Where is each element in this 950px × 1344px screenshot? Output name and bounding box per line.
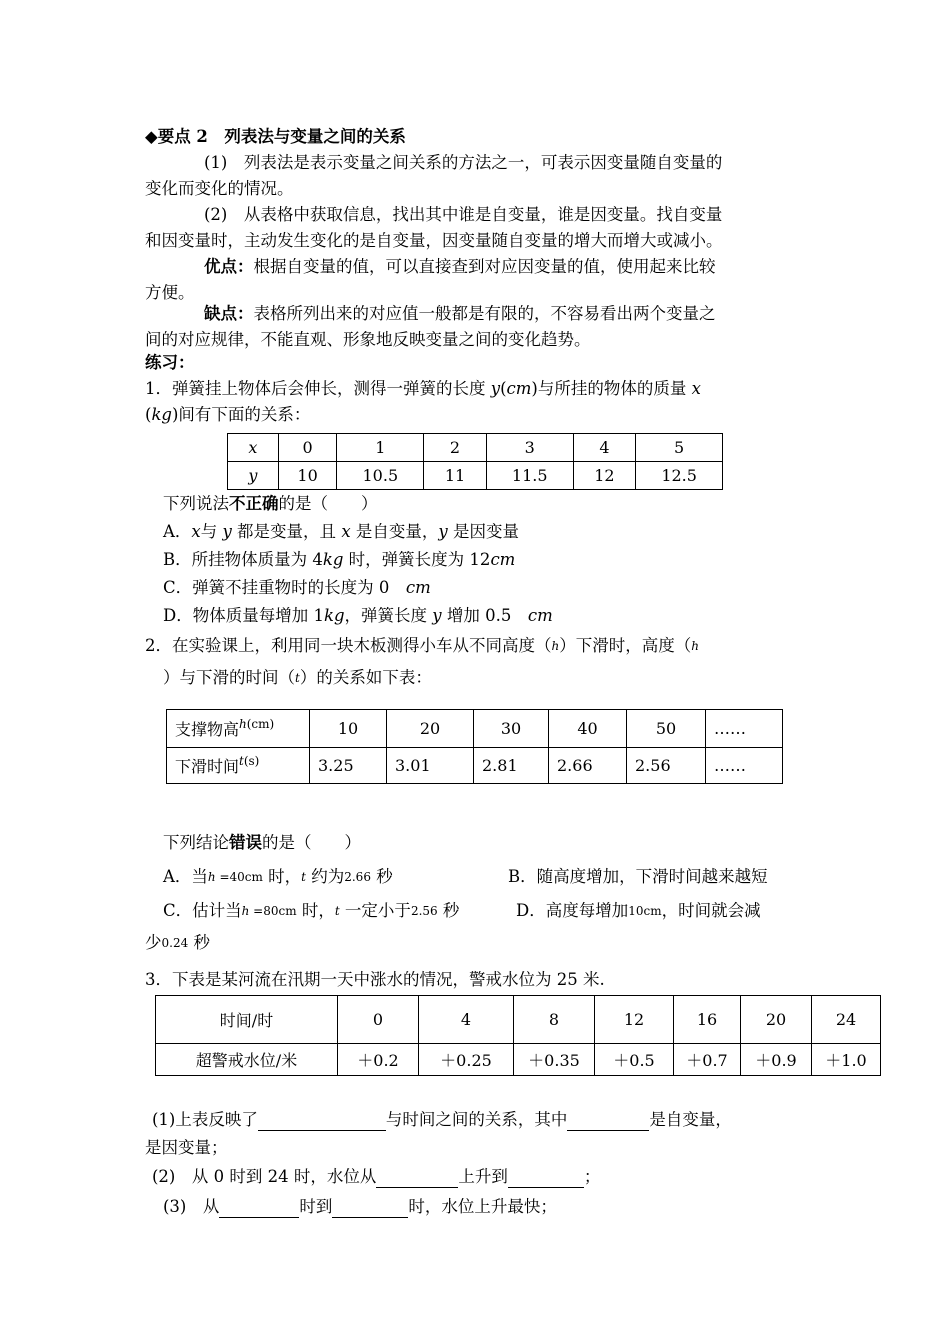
q2-row-label: 下滑时间$^{t(s)}$ <box>167 748 310 784</box>
q3-sub1-line-1: (1)上表反映了 与时间之间的关系，其中 是自变量， <box>152 1110 732 1129</box>
q3-cell: 0 <box>338 996 419 1044</box>
q3-cell: 12 <box>595 996 674 1044</box>
q3-cell: 16 <box>674 996 741 1044</box>
q3-cell: 8 <box>514 996 595 1044</box>
q1-cell: 4 <box>573 434 636 462</box>
q3-table <box>155 995 881 1076</box>
q1-stem-line-1 <box>145 378 701 400</box>
q1-cell: 1 <box>337 434 424 462</box>
q1-cell: 10.5 <box>337 462 424 490</box>
q3-cell: ＋0.25 <box>419 1044 514 1076</box>
q1-question <box>163 493 378 515</box>
q3-stem: 3．下表是某河流在汛期一天中涨水的情况，警戒水位为 25 米. <box>145 970 605 989</box>
q3-cell: ＋0.7 <box>674 1044 741 1076</box>
q1-cell: 2 <box>424 434 487 462</box>
answer-blank[interactable] <box>258 1112 386 1131</box>
q2-cell: 2.81 <box>474 748 549 784</box>
answer-blank[interactable] <box>376 1169 458 1188</box>
q3-cell: ＋0.9 <box>741 1044 812 1076</box>
q2-question: 下列结论错误的是（ ） <box>163 833 361 852</box>
q2-cell: 40 <box>549 710 627 748</box>
disadvantage-line-1 <box>204 303 716 325</box>
q3-table-row-time <box>156 996 881 1044</box>
q2-option-b[interactable]: B．随高度增加，下滑时间越来越短 <box>508 867 768 886</box>
q1-option-a[interactable]: A．x与 y 都是变量，且 x 是自变量，y 是因变量 <box>163 522 519 541</box>
q1-option-b[interactable]: B．所挂物体质量为 4kg 时，弹簧长度为 12cm <box>163 550 516 569</box>
q2-option-a[interactable]: A．当$^h$ $^{=40cm}$ 时，$^t$ 约为$^{2.66}$ 秒 <box>163 867 393 886</box>
q1-cell: 10 <box>278 462 337 490</box>
q1-unit-cm: cm <box>506 379 532 398</box>
q1-ask-post: 的是（ ） <box>278 494 378 513</box>
q1-cell: 12 <box>573 462 636 490</box>
q3-row-label: 超警戒水位/米 <box>156 1044 338 1076</box>
answer-blank[interactable] <box>219 1199 299 1218</box>
q2-cell: 50 <box>627 710 706 748</box>
paragraph-2-line-2: 和因变量时，主动发生变化的是自变量，因变量随自变量的增大而增大或减小。 <box>145 231 723 250</box>
q1-option-d[interactable]: D．物体质量每增加 1kg，弹簧长度 y 增加 0.5 cm <box>163 606 553 625</box>
q3-cell: ＋0.2 <box>338 1044 419 1076</box>
q3-cell: 20 <box>741 996 812 1044</box>
q2-cell: 3.01 <box>387 748 474 784</box>
q1-var-x: x <box>691 379 701 398</box>
q2-row-label: 支撑物高$^{h(cm)}$ <box>167 710 310 748</box>
q2-stem-line-1: 2．在实验课上，利用同一块木板测得小车从不同高度（$^h$）下滑时，高度（$^h$ <box>145 636 699 655</box>
paragraph-1-line-2: 变化而变化的情况。 <box>145 179 294 198</box>
q1-cell: 3 <box>486 434 573 462</box>
q2-cell: …… <box>706 710 783 748</box>
q3-sub2: (2) 从 0 时到 24 时，水位从 上升到 ； <box>152 1167 601 1186</box>
q1-ask-bold: 不正确 <box>229 494 279 513</box>
q2-cell: 2.66 <box>549 748 627 784</box>
q3-cell: ＋0.35 <box>514 1044 595 1076</box>
q3-cell: 24 <box>812 996 881 1044</box>
q1-ask-pre: 下列说法 <box>163 494 229 513</box>
q3-sub3: (3) 从 时到 时，水位上升最快； <box>163 1197 557 1216</box>
q1-cell: 11 <box>424 462 487 490</box>
q1-cell: 5 <box>636 434 723 462</box>
advantage-label: 优点： <box>204 257 254 276</box>
answer-blank[interactable] <box>567 1112 649 1131</box>
q1-paren: ( <box>500 379 507 398</box>
q2-cell: 10 <box>310 710 387 748</box>
q3-cell: ＋1.0 <box>812 1044 881 1076</box>
disadvantage-text: 表格所列出来的对应值一般都是有限的，不容易看出两个变量之 <box>253 304 716 323</box>
practice-heading: 练习： <box>145 353 195 372</box>
answer-blank[interactable] <box>332 1199 408 1218</box>
q1-unit-kg: kg <box>151 405 172 424</box>
advantage-line-2: 方便。 <box>145 283 195 302</box>
q2-option-c[interactable]: C．估计当$^h$ $^{=80cm}$ 时，$^t$ 一定小于$^{2.56}$ 秒 <box>163 901 460 920</box>
q1-option-c[interactable]: C．弹簧不挂重物时的长度为 0 cm <box>163 578 431 597</box>
advantage-line-1 <box>204 256 716 278</box>
section-title: ◆要点 2 列表法与变量之间的关系 <box>145 127 406 146</box>
q3-sub1-line-2: 是因变量； <box>145 1138 228 1157</box>
disadvantage-line-2: 间的对应规律，不能直观、形象地反映变量之间的变化趋势。 <box>145 330 591 349</box>
q1-table-row-y <box>228 462 723 490</box>
q1-paren-2: ( <box>145 405 152 424</box>
q2-table-row-time <box>167 748 783 784</box>
q1-stem-line-2 <box>145 404 310 426</box>
q1-stem-text-2: )与所挂的物体的质量 <box>531 379 692 398</box>
q1-cell: 11.5 <box>486 462 573 490</box>
answer-blank[interactable] <box>508 1169 584 1188</box>
q1-table <box>227 433 723 490</box>
q2-stem-line-2: ）与下滑的时间（$^t$）的关系如下表： <box>163 668 432 687</box>
q1-cell: 12.5 <box>636 462 723 490</box>
disadvantage-label: 缺点： <box>204 304 254 323</box>
q1-stem-text-3: )间有下面的关系： <box>172 405 311 424</box>
paragraph-2-line-1: (2) 从表格中获取信息，找出其中谁是自变量，谁是因变量。找自变量 <box>204 205 723 224</box>
q3-cell: ＋0.5 <box>595 1044 674 1076</box>
paragraph-1-line-1: (1) 列表法是表示变量之间关系的方法之一，可表示因变量随自变量的 <box>204 153 723 172</box>
q2-table <box>166 709 783 784</box>
q1-cell: 0 <box>278 434 337 462</box>
q1-cell: y <box>228 462 279 490</box>
q2-option-d-line-2: 少$^{0.24}$ 秒 <box>145 933 210 952</box>
q1-stem-text-1: 1．弹簧挂上物体后会伸长，测得一弹簧的长度 <box>145 379 491 398</box>
q2-table-row-height <box>167 710 783 748</box>
q2-cell: …… <box>706 748 783 784</box>
advantage-text: 根据自变量的值，可以直接查到对应因变量的值，使用起来比较 <box>253 257 716 276</box>
q3-cell: 4 <box>419 996 514 1044</box>
q1-cell: x <box>228 434 279 462</box>
q2-cell: 3.25 <box>310 748 387 784</box>
q2-cell: 20 <box>387 710 474 748</box>
q1-table-row-x <box>228 434 723 462</box>
q2-cell: 2.56 <box>627 748 706 784</box>
q2-cell: 30 <box>474 710 549 748</box>
q3-row-label: 时间/时 <box>156 996 338 1044</box>
q2-option-d[interactable]: D．高度每增加$^{10cm}$，时间就会减 <box>516 901 761 920</box>
q1-var-y: y <box>490 379 501 398</box>
q3-table-row-level <box>156 1044 881 1076</box>
